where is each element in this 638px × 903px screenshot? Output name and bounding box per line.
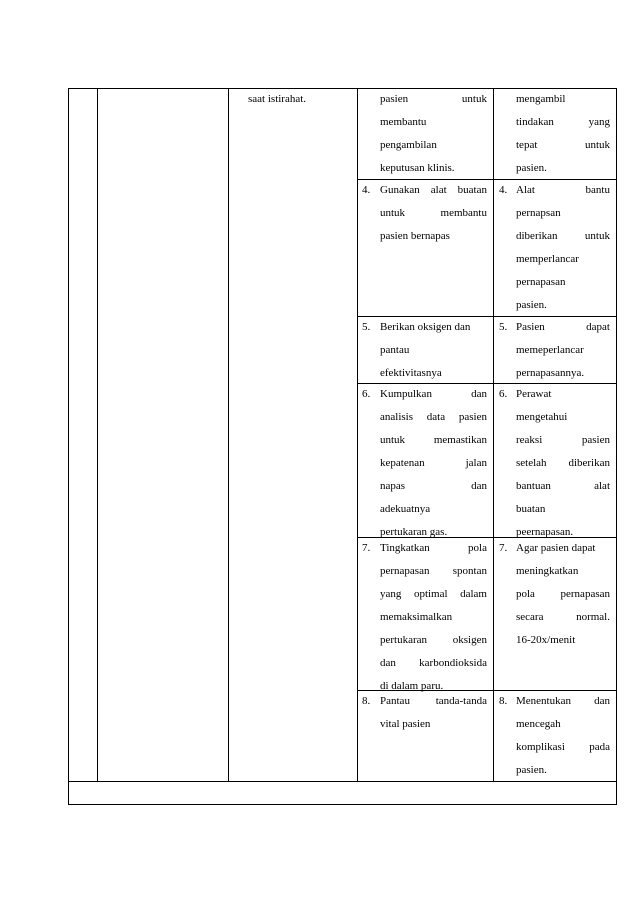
- text-line: napas dan: [380, 480, 487, 492]
- text-line: komplikasi pada: [516, 741, 610, 753]
- text-line: pasien.: [516, 764, 547, 776]
- text-line: Berikan oksigen dan: [380, 321, 471, 333]
- text-line: pertukaran gas.: [380, 526, 448, 538]
- text-line: memperlancar: [516, 253, 579, 265]
- text-line: Kumpulkan dan: [380, 388, 487, 400]
- text-line: pernapasannya.: [516, 367, 585, 379]
- column-divider: [228, 88, 229, 782]
- text-line: reaksi pasien: [516, 434, 610, 446]
- text-line: pertukaran oksigen: [380, 634, 487, 646]
- item-number: 8.: [362, 695, 371, 707]
- text-line: analisis data pasien: [380, 411, 487, 423]
- text-line: pasien untuk: [380, 93, 487, 105]
- text-line: buatan: [516, 503, 546, 515]
- text-line: pernapasan spontan: [380, 565, 487, 577]
- text-line: memeperlancar: [516, 344, 584, 356]
- item-number: 4.: [362, 184, 371, 196]
- text-line: Agar pasien dapat: [516, 542, 596, 554]
- text-line: Gunakan alat buatan: [380, 184, 487, 196]
- text-line: pantau: [380, 344, 410, 356]
- text-line: peernapasan.: [516, 526, 574, 538]
- text-line: dan karbondioksida: [380, 657, 487, 669]
- text-line: Menentukan dan: [516, 695, 610, 707]
- item-number: 6.: [499, 388, 508, 400]
- text-line: meningkatkan: [516, 565, 579, 577]
- text-line: Tingkatkan pola: [380, 542, 487, 554]
- text-line: vital pasien: [380, 718, 431, 730]
- text-line: tepat untuk: [516, 139, 610, 151]
- item-number: 8.: [499, 695, 508, 707]
- text-line: pola pernapasan: [516, 588, 610, 600]
- item-number: 7.: [499, 542, 508, 554]
- text-line: pengambilan: [380, 139, 437, 151]
- text-line: setelah diberikan: [516, 457, 610, 469]
- text-line: pasien bernapas: [380, 230, 450, 242]
- item-number: 5.: [499, 321, 508, 333]
- text-line: memaksimalkan: [380, 611, 453, 623]
- column-3-text: saat istirahat.: [248, 93, 307, 105]
- table-bottom-border: [68, 804, 617, 805]
- text-line: keputusan klinis.: [380, 162, 455, 174]
- text-line: adekuatnya: [380, 503, 431, 515]
- text-line: mencegah: [516, 718, 561, 730]
- column-divider: [97, 88, 98, 782]
- text-line: untuk membantu: [380, 207, 487, 219]
- column-divider: [357, 88, 358, 782]
- text-line: yang optimal dalam: [380, 588, 487, 600]
- item-number: 4.: [499, 184, 508, 196]
- text-line: Alat bantu: [516, 184, 610, 196]
- text-line: efektivitasnya: [380, 367, 442, 379]
- text-line: untuk memastikan: [380, 434, 487, 446]
- item-number: 5.: [362, 321, 371, 333]
- text-line: kepatenan jalan: [380, 457, 487, 469]
- text-line: secara normal.: [516, 611, 610, 623]
- text-line: Pasien dapat: [516, 321, 610, 333]
- column-divider: [493, 88, 494, 782]
- text-line: Perawat: [516, 388, 552, 400]
- text-line: 16-20x/menit: [516, 634, 576, 646]
- text-line: mengambil: [516, 93, 566, 105]
- item-number: 7.: [362, 542, 371, 554]
- table-left-border: [68, 88, 69, 805]
- text-line: mengetahui: [516, 411, 568, 423]
- text-line: diberikan untuk: [516, 230, 610, 242]
- item-number: 6.: [362, 388, 371, 400]
- text-line: tindakan yang: [516, 116, 610, 128]
- text-line: Pantau tanda-tanda: [380, 695, 487, 707]
- text-line: pasien.: [516, 162, 547, 174]
- text-line: pernapasan: [516, 276, 566, 288]
- text-line: bantuan alat: [516, 480, 610, 492]
- text-line: pernapsan: [516, 207, 561, 219]
- text-line: membantu: [380, 116, 427, 128]
- table-right-border: [616, 88, 617, 805]
- text-line: di dalam paru.: [380, 680, 444, 692]
- text-line: pasien.: [516, 299, 547, 311]
